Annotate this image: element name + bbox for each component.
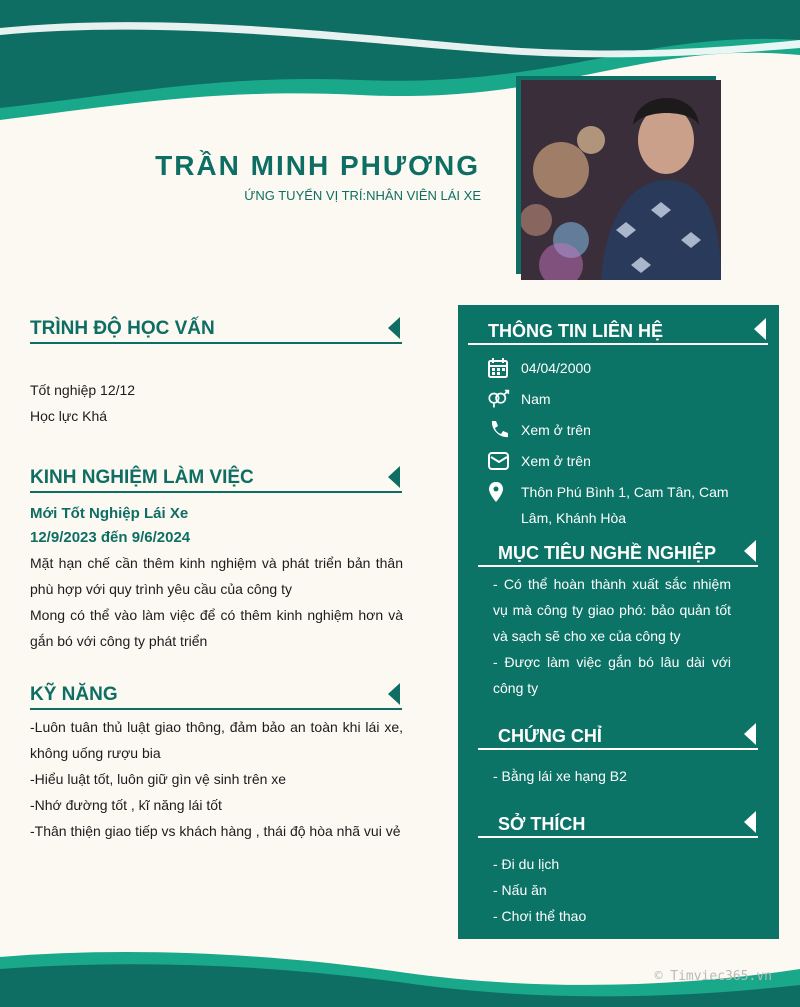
profile-photo <box>521 80 721 280</box>
objective-heading <box>478 539 758 567</box>
experience-paragraph: Mặt hạn chế cần thêm kinh nghiệm và phát triển bản thân phù hợp với quy trình yêu cầu của công ty <box>30 555 403 597</box>
education-title: TRÌNH ĐỘ HỌC VẤN <box>30 318 215 339</box>
contact-title: THÔNG TIN LIÊN HỆ <box>488 321 663 341</box>
hobbies-content <box>493 851 731 929</box>
experience-heading <box>30 463 402 493</box>
hobby-item: - Đi du lịch <box>493 856 560 872</box>
triangle-marker-icon <box>744 723 756 745</box>
email-icon <box>488 451 510 471</box>
contact-heading <box>468 317 768 345</box>
skill-item: -Nhớ đường tốt , kĩ năng lái tốt <box>30 797 222 813</box>
job-period: 12/9/2023 đến 9/6/2024 <box>30 529 191 546</box>
experience-content <box>30 502 403 654</box>
certificates-heading <box>478 722 758 750</box>
certificates-title: CHỨNG CHỈ <box>498 726 602 746</box>
applied-position: ỨNG TUYỂN VỊ TRÍ:NHÂN VIÊN LÁI XE <box>244 188 481 203</box>
education-content <box>30 377 403 429</box>
calendar-icon <box>488 358 510 378</box>
triangle-marker-icon <box>754 318 766 340</box>
candidate-name: TRẦN MINH PHƯƠNG <box>155 150 480 181</box>
skills-heading <box>30 680 402 710</box>
objective-paragraph: - Được làm việc gắn bó lâu dài với công ty <box>493 654 731 696</box>
hobby-item: - Nấu ăn <box>493 882 547 898</box>
education-line: Tốt nghiệp 12/12 <box>30 382 136 398</box>
birthday-value: 04/04/2000 <box>521 360 592 376</box>
hobbies-title: SỞ THÍCH <box>498 814 586 834</box>
watermark: © Timviec365.vn <box>654 969 772 984</box>
certificate-item: - Bằng lái xe hạng B2 <box>493 768 627 784</box>
objective-content <box>493 571 731 701</box>
skills-content <box>30 714 403 844</box>
phone-icon <box>488 420 510 440</box>
education-line: Học lực Khá <box>30 408 108 424</box>
address-value: Thôn Phú Bình 1, Cam Tân, Cam Lâm, Khánh Hòa <box>521 484 729 526</box>
skill-item: -Luôn tuân thủ luật giao thông, đảm bảo an toàn khi lái xe, không uống rượu bia <box>30 719 403 761</box>
skills-title: KỸ NĂNG <box>30 684 118 705</box>
skill-item: -Thân thiện giao tiếp vs khách hàng , thái độ hòa nhã vui vẻ <box>30 823 401 839</box>
experience-paragraph: Mong có thể vào làm việc để có thêm kinh nghiệm hơn và gắn bó với công ty phát triển <box>30 607 403 649</box>
hobby-item: - Chơi thể thao <box>493 908 587 924</box>
experience-title: KINH NGHIỆM LÀM VIỆC <box>30 467 254 488</box>
gender-value: Nam <box>521 391 551 407</box>
objective-title: MỤC TIÊU NGHỀ NGHIỆP <box>498 543 717 563</box>
email-value: Xem ở trên <box>521 453 591 469</box>
triangle-marker-icon <box>388 466 400 488</box>
location-pin-icon <box>488 482 510 502</box>
triangle-marker-icon <box>388 683 400 705</box>
skill-item: -Hiểu luật tốt, luôn giữ gìn vệ sinh trên xe <box>30 771 287 787</box>
triangle-marker-icon <box>388 317 400 339</box>
objective-paragraph: - Có thể hoàn thành xuất sắc nhiệm vụ mà công ty giao phó: bảo quản tốt và sạch sẽ cho xe của công ty <box>493 576 731 644</box>
phone-value: Xem ở trên <box>521 422 591 438</box>
job-title: Mới Tốt Nghiệp Lái Xe <box>30 505 189 522</box>
gender-icon <box>488 389 510 409</box>
triangle-marker-icon <box>744 540 756 562</box>
triangle-marker-icon <box>744 811 756 833</box>
certificates-content <box>493 763 731 789</box>
education-heading <box>30 314 402 344</box>
hobbies-heading <box>478 810 758 838</box>
